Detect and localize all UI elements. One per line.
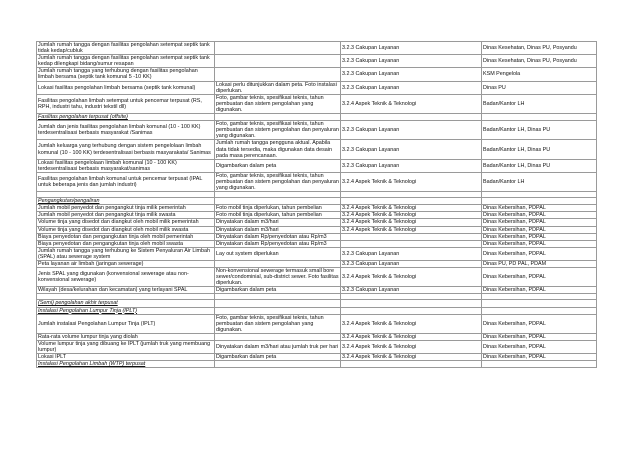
table-row — [37, 140, 597, 159]
source-cell — [482, 361, 597, 368]
source-cell: Dinas Kebersihan, PDPAL — [482, 233, 597, 240]
requirement-cell: Fasilitas pengolahan limbah setempat untuk pencemar terpusat (RS, RPH, industri tahu, industri tekstil dll) — [37, 94, 215, 113]
table-row — [37, 247, 597, 260]
requirement-cell: Rata-rata volume lumpur tinja yang diolah — [37, 333, 215, 340]
source-cell: Dinas Kebersihan, PDPAL — [482, 341, 597, 354]
section-heading-row — [37, 361, 597, 368]
requirement-cell: Lokasi fasilitas pengolahan limbah bersama (septik tank komunal) — [37, 81, 215, 94]
note-cell: Non-konvensional sewerage termasuk small bore sewer/condominial, sub-district sewer. Foto fasilitas diperlukan. — [216, 268, 339, 287]
source-cell — [482, 198, 597, 205]
source-cell — [482, 114, 597, 121]
section-ref-cell: 3.2.3 Cakupan Layanan — [341, 81, 482, 94]
note-cell: Dinyatakan dalam m3/hari — [215, 219, 341, 226]
table-row — [37, 172, 597, 191]
source-cell: Dinas Kebersihan, PDPAL — [482, 247, 597, 260]
requirement-cell: Jumlah rumah tangga dengan fasilitas pengolahan setempat septik tank kedap dilengkapi bidang/sumur resapan — [37, 55, 215, 68]
source-cell: Dinas Kebersihan, PDPAL — [482, 268, 597, 287]
note-cell: Foto, gambar teknis, spesifikasi teknis, tahun pembuatan dan sistem pengolahan dan penyaluran yang digunakan. — [216, 121, 339, 140]
requirement-cell: Wilayah (desa/kelurahan dan kecamatan) yang terlayani SPAL — [37, 287, 215, 294]
source-cell: KSM Pengelola — [482, 68, 597, 81]
requirement-cell: Fasilitas pengolahan limbah komunal untuk pencemar terpusat (IPAL untuk beberapa jenis dan jumlah industri) — [37, 172, 215, 191]
section-ref-cell: 3.2.4 Aspek Teknik & Teknologi — [341, 172, 482, 191]
section-ref-cell: 3.2.3 Cakupan Layanan — [341, 140, 482, 159]
requirement-cell: Volume lumpur tinja yang dibuang ke IPLT (jumlah truk yang membuang lumpur) — [37, 341, 215, 354]
requirement-cell: Jumlah dan jenis fasilitas pengolahan limbah komunal (10 - 100 KK) terdesentralisasi berbasis masyarakat /Sanimas — [37, 121, 215, 140]
note-cell: Digambarkan dalam peta — [215, 287, 341, 294]
source-cell: Dinas Kebersihan, PDPAL — [482, 333, 597, 340]
requirement-cell: Jumlah keluarga yang terhubung dengan sistem pengelolaan limbah komunal (10 - 100 KK) terdesentralisasi berbasis masyarakata/ Sanimas — [37, 140, 215, 159]
section-ref-cell: 3.2.3 Cakupan Layanan — [341, 42, 482, 55]
section-ref-cell: 3.2.3 Cakupan Layanan — [341, 121, 482, 140]
source-cell: Dinas PU, PD PAL, PDAM — [482, 261, 597, 268]
note-cell: Dinyatakan dalam m3/hari atau jumlah truk per hari — [215, 341, 341, 354]
table-row — [37, 212, 597, 219]
source-cell: Dinas Kebersihan, PDPAL — [482, 240, 597, 247]
source-cell: Dinas Kesehatan, Dinas PU, Posyandu — [482, 55, 597, 68]
section-ref-cell: 3.2.3 Cakupan Layanan — [341, 68, 482, 81]
table-row — [37, 268, 597, 287]
note-cell: Lay out system diperlukan — [215, 247, 341, 260]
section-ref-cell: 3.2.4 Aspek Teknik & Teknologi — [341, 226, 482, 233]
requirement-cell: Instalasi Pengolahan Lumpur Tinja (IPLT) — [37, 307, 215, 314]
section-ref-cell — [341, 307, 482, 314]
source-cell: Dinas PU — [482, 81, 597, 94]
section-ref-cell: 3.2.3 Cakupan Layanan — [341, 159, 482, 172]
source-cell: Dinas Kebersihan, PDPAL — [482, 314, 597, 333]
requirement-cell: Jumlah mobil penyedot dan pengangkut tinja milik swasta — [37, 212, 215, 219]
table-row — [37, 55, 597, 68]
section-ref-cell: 3.2.4 Aspek Teknik & Teknologi — [341, 314, 482, 333]
source-cell: Dinas Kesehatan, Dinas PU, Posyandu — [482, 42, 597, 55]
table-row — [37, 341, 597, 354]
requirement-cell: Peta layanan air limbah (jaringan sewerage) — [37, 261, 215, 268]
table-row — [37, 121, 597, 140]
section-ref-cell: 3.2.4 Aspek Teknik & Teknologi — [341, 212, 482, 219]
requirement-cell: Lokasi IPLT — [37, 354, 215, 361]
note-cell: Digambarkan dalam peta — [215, 159, 341, 172]
requirement-cell: Jumlah instalasi Pengolahan Lumpur Tinja (IPLT) — [37, 314, 215, 333]
requirement-cell: Biaya penyedotan dan pengangkutan tinja oleh mobil swasta — [37, 240, 215, 247]
table-row — [37, 159, 597, 172]
table-row — [37, 94, 597, 113]
table-row — [37, 333, 597, 340]
note-cell — [215, 68, 341, 81]
section-heading-row — [37, 307, 597, 314]
table-row — [37, 261, 597, 268]
requirement-cell: Volume tinja yang disedot dan diangkut oleh mobil milik swasta — [37, 226, 215, 233]
section-ref-cell: 3.2.4 Aspek Teknik & Teknologi — [341, 268, 482, 287]
requirement-cell: (Semi) pengolahan akhir terpusat — [37, 300, 215, 307]
note-cell: Foto, gambar teknis, spesifikasi teknis, tahun pembuatan dan sistem pengolahan yang digunakan. — [215, 314, 341, 333]
note-cell: Dinyatakan dalam Rp/penyedotan atau Rp/m3 — [215, 240, 341, 247]
table-row — [37, 354, 597, 361]
note-cell: Foto mobil tinja diperlukan, tahun pembelian — [215, 205, 341, 212]
source-cell: Badan/Kantor LH, Dinas PU — [482, 140, 597, 159]
table-row — [37, 205, 597, 212]
table-row — [37, 240, 597, 247]
note-cell — [215, 114, 341, 121]
note-cell: Digambarkan dalam peta — [215, 354, 341, 361]
section-ref-cell: 3.2.3 Cakupan Layanan — [341, 261, 482, 268]
section-ref-cell — [341, 198, 482, 205]
source-cell: Badan/Kantor LH, Dinas PU — [482, 159, 597, 172]
table-body — [37, 42, 597, 368]
section-ref-cell: 3.2.4 Aspek Teknik & Teknologi — [341, 205, 482, 212]
note-cell: Lokasi perlu ditunjukkan dalam peta. Foto instalasi diperlukan. — [215, 81, 341, 94]
table-row — [37, 81, 597, 94]
source-cell: Badan/Kantor LH, Dinas PU — [482, 121, 597, 140]
section-ref-cell — [341, 361, 482, 368]
note-cell — [215, 42, 341, 55]
table-row — [37, 42, 597, 55]
section-heading-row — [37, 300, 597, 307]
requirement-cell: Jenis SPAL yang digunakan (konvensional sewerage atau non-konvensional sewerage) — [37, 268, 215, 287]
section-ref-cell: 3.2.4 Aspek Teknik & Teknologi — [341, 333, 482, 340]
note-cell — [215, 55, 341, 68]
section-ref-cell: 3.2.4 Aspek Teknik & Teknologi — [341, 94, 482, 113]
section-heading-row — [37, 198, 597, 205]
requirement-cell: Volume tinja yang disedot dan diangkut oleh mobil milik pemerintah — [37, 219, 215, 226]
table-row — [37, 314, 597, 333]
source-cell: Dinas Kebersihan, PDPAL — [482, 212, 597, 219]
table-row — [37, 68, 597, 81]
table-row — [37, 233, 597, 240]
source-cell: Dinas Kebersihan, PDPAL — [482, 287, 597, 294]
note-cell — [215, 361, 341, 368]
source-cell: Dinas Kebersihan, PDPAL — [482, 226, 597, 233]
section-ref-cell: 3.2.3 Cakupan Layanan — [341, 247, 482, 260]
table-row — [37, 226, 597, 233]
requirement-cell: Jumlah mobil penyedot dan pengangkut tinja milik pemerintah — [37, 205, 215, 212]
note-cell — [215, 307, 341, 314]
section-ref-cell: 3.2.3 Cakupan Layanan — [341, 55, 482, 68]
requirement-cell: Pengangkutan/pengaliran — [37, 198, 215, 205]
section-ref-cell: 3.2.4 Aspek Teknik & Teknologi — [341, 219, 482, 226]
requirement-cell: Biaya penyedotan dan pengangkutan tinja oleh mobil pemerintah — [37, 233, 215, 240]
note-cell — [215, 261, 341, 268]
section-ref-cell: 3.2.3 Cakupan Layanan — [341, 287, 482, 294]
table-row — [37, 219, 597, 226]
note-cell: Foto mobil tinja diperlukan, tahun pembelian — [215, 212, 341, 219]
section-ref-cell: 3.2.4 Aspek Teknik & Teknologi — [341, 354, 482, 361]
note-cell — [215, 300, 341, 307]
section-ref-cell — [341, 233, 482, 240]
source-cell: Dinas Kebersihan, PDPAL — [482, 205, 597, 212]
requirement-cell: Jumlah rumah tangga yang terhubung ke Sistem Penyaluran Air Limbah (SPAL) atau sewerage system — [37, 247, 215, 260]
source-cell: Badan/Kantor LH — [482, 172, 597, 191]
source-cell: Dinas Kebersihan, PDPAL — [482, 219, 597, 226]
requirement-cell: Instalasi Pengolahan Limbah (WTP) terpusat — [37, 361, 215, 368]
requirement-cell: Jumlah rumah tangga yang terhubung dengan fasilitas pengolahan limbah bersama (septik tank komunal 5 -10 KK) — [37, 68, 215, 81]
section-ref-cell: 3.2.4 Aspek Teknik & Teknologi — [341, 341, 482, 354]
section-ref-cell — [341, 114, 482, 121]
requirement-cell: Jumlah rumah tangga dengan fasilitas pengolahan setempat septik tank tidak kedap/cubluk — [37, 42, 215, 55]
note-cell: Dinyatakan dalam m3/hari — [215, 226, 341, 233]
source-cell — [482, 307, 597, 314]
section-ref-cell — [341, 300, 482, 307]
note-cell: Dinyatakan dalam Rp/penyedotan atau Rp/m3 — [215, 233, 341, 240]
note-cell: Jumlah rumah tangga pengguna aktual. Apabila data tidak tersedia, maka digunakan data desain pada masa perencanaan. — [215, 140, 341, 159]
data-table — [36, 41, 597, 368]
requirement-cell: Fasilitas pengolahan terpusat (offsite) — [37, 114, 215, 121]
table-row — [37, 287, 597, 294]
source-cell: Badan/Kantor LH — [482, 94, 597, 113]
section-heading-row — [37, 114, 597, 121]
note-cell: Foto, gambar teknis, spesifikasi teknis, tahun pembuatan dan sistem pengolahan yang digunakan. — [215, 94, 341, 113]
section-ref-cell — [341, 240, 482, 247]
source-cell — [482, 300, 597, 307]
source-cell: Dinas Kebersihan, PDPAL — [482, 354, 597, 361]
note-cell: Foto, gambar teknis, spesifikasi teknis, tahun pembuatan dan sistem pengolahan dan penyaluran yang digunakan. — [216, 172, 339, 192]
note-cell — [215, 333, 341, 340]
note-cell — [215, 198, 341, 205]
requirement-cell: Lokasi fasilitas pengelolaan limbah komunal (10 - 100 KK) terdesentralisasi berbasis masyarakat/sanimas — [37, 159, 215, 172]
